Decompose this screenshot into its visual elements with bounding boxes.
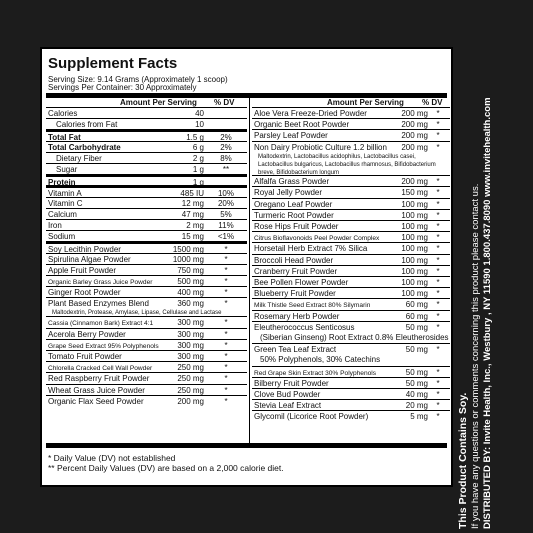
nutrient-row bbox=[252, 343, 450, 366]
ingredient-note: Maltodextrin, Protease, Amylase, Lipase, Cellulase and Lactase bbox=[52, 310, 222, 317]
nutrient-amount: 200 mg bbox=[401, 131, 428, 141]
ingredient-detail: (Siberian Ginseng) Root Extract 0.8% Eleutherosides bbox=[260, 332, 449, 342]
nutrient-name: Alfalfa Grass Powder bbox=[254, 177, 330, 187]
nutrient-amount: 100 mg bbox=[401, 289, 428, 299]
nutrient-dv: 2% bbox=[220, 133, 232, 143]
nutrient-dv: * bbox=[436, 311, 440, 321]
nutrient-dv: * bbox=[436, 412, 440, 422]
nutrient-dv: * bbox=[224, 374, 228, 384]
nutrient-amount: 485 IU bbox=[180, 189, 204, 199]
nutrient-amount: 50 mg bbox=[405, 322, 428, 332]
nutrient-name: Turmeric Root Powder bbox=[254, 210, 334, 220]
nutrient-name: Blueberry Fruit Powder bbox=[254, 289, 336, 299]
nutrient-amount: 100 mg bbox=[401, 266, 428, 276]
nutrient-dv: 11% bbox=[218, 221, 234, 230]
nutrient-amount: 50 mg bbox=[405, 367, 428, 377]
nutrient-name: Cassia (Cinnamon Bark) Extract 4:1 bbox=[48, 320, 154, 328]
nutrient-name: Citrus Bioflavonoids Peel Powder Complex bbox=[254, 235, 380, 243]
nutrient-name: Calcium bbox=[48, 209, 77, 219]
nutrient-dv: * bbox=[436, 278, 440, 287]
nutrient-name: Royal Jelly Powder bbox=[254, 188, 323, 198]
nutrient-amount: 360 mg bbox=[177, 299, 204, 309]
nutrient-name: Acerola Berry Powder bbox=[48, 329, 126, 339]
nutrient-name: Clove Bud Powder bbox=[254, 390, 321, 399]
nutrient-amount: 100 mg bbox=[401, 278, 428, 287]
nutrient-dv: * bbox=[436, 390, 440, 399]
nutrient-name: Sugar bbox=[56, 165, 78, 174]
nutrient-amount: 60 mg bbox=[405, 311, 428, 321]
nutrient-amount: 1.5 g bbox=[186, 133, 204, 143]
nutrient-name: Wheat Grass Juice Powder bbox=[48, 385, 145, 395]
nutrient-amount: 47 mg bbox=[181, 209, 204, 219]
nutrient-amount: 400 mg bbox=[177, 288, 204, 298]
nutrient-dv: * bbox=[224, 340, 228, 350]
nutrient-dv: * bbox=[436, 289, 440, 299]
nutrient-amount: 150 mg bbox=[401, 188, 428, 198]
nutrient-amount: 250 mg bbox=[177, 385, 204, 395]
nutrient-dv: 5% bbox=[220, 209, 232, 219]
nutrient-row bbox=[252, 321, 450, 344]
nutrient-row bbox=[252, 410, 450, 422]
nutrient-name: Organic Beet Root Powder bbox=[254, 120, 350, 130]
nutrient-name: Milk Thistle Seed Extract 80% Silymarin bbox=[254, 302, 371, 310]
nutrient-amount: 1000 mg bbox=[172, 254, 204, 264]
nutrient-amount: 200 mg bbox=[401, 177, 428, 187]
dv-header: % DV bbox=[214, 98, 235, 107]
nutrient-dv: * bbox=[436, 322, 440, 332]
nutrient-dv: * bbox=[436, 244, 440, 254]
nutrient-name: Parsley Leaf Powder bbox=[254, 131, 328, 141]
nutrient-dv: * bbox=[224, 288, 228, 298]
serving-size: Serving Size: 9.14 Grams (Approximately 1 scoop) bbox=[48, 75, 228, 84]
nutrient-dv: * bbox=[436, 345, 440, 355]
nutrient-dv: * bbox=[224, 318, 228, 328]
ingredient-detail: 50% Polyphenols, 30% Catechins bbox=[260, 355, 381, 365]
ingredient-note: Maltodextrin, Lactobacillus acidophilus, Lactobacillus casei, Lactobacillus bulgaricus, Lactobacillus rhamnosus, Bifidobacterium breve, Bifidobacterium longum bbox=[258, 153, 436, 176]
nutrient-name: Calories bbox=[48, 109, 78, 118]
nutrient-amount: 200 mg bbox=[401, 142, 428, 152]
nutrient-dv: * bbox=[436, 131, 440, 141]
nutrient-dv: * bbox=[224, 254, 228, 264]
nutrient-name: Aloe Vera Freeze-Dried Powder bbox=[254, 109, 367, 118]
nutrient-name: Plant Based Enzymes Blend bbox=[48, 299, 149, 309]
nutrient-name: Horsetail Herb Extract 7% Silica bbox=[254, 244, 368, 254]
nutrient-amount: 2 g bbox=[192, 153, 204, 163]
nutrient-amount: 50 mg bbox=[405, 345, 428, 355]
nutrient-row bbox=[252, 141, 450, 177]
nutrient-name: Dietary Fiber bbox=[56, 153, 102, 163]
nutrient-name: Red Raspberry Fruit Powder bbox=[48, 374, 150, 384]
nutrient-amount: 12 mg bbox=[181, 198, 204, 208]
nutrient-dv: * bbox=[224, 299, 228, 309]
nutrient-name: Iron bbox=[48, 221, 62, 230]
nutrient-dv: * bbox=[436, 233, 440, 243]
nutrient-amount: 10 bbox=[195, 120, 204, 130]
nutrient-amount: 300 mg bbox=[177, 340, 204, 350]
nutrient-amount: 300 mg bbox=[177, 352, 204, 361]
panel-title: Supplement Facts bbox=[48, 55, 178, 72]
nutrient-name: Tomato Fruit Powder bbox=[48, 352, 122, 361]
nutrient-dv: ** bbox=[222, 165, 230, 174]
nutrient-amount: 1 g bbox=[192, 165, 204, 174]
column-divider bbox=[249, 98, 250, 443]
nutrient-dv: * bbox=[436, 188, 440, 198]
nutrient-name: Non Dairy Probiotic Culture 1.2 billion bbox=[254, 142, 387, 152]
nutrient-dv: <1% bbox=[217, 232, 235, 242]
amount-header: Amount Per Serving bbox=[120, 98, 197, 107]
nutrient-name: Rose Hips Fruit Powder bbox=[254, 222, 339, 231]
nutrient-amount: 300 mg bbox=[177, 329, 204, 339]
nutrient-name: Bilberry Fruit Powder bbox=[254, 378, 329, 388]
amount-header: Amount Per Serving bbox=[327, 98, 404, 107]
nutrient-name: Organic Barley Grass Juice Powder bbox=[48, 279, 153, 286]
side-label bbox=[457, 39, 495, 529]
nutrient-name: Spirulina Algae Powder bbox=[48, 254, 131, 264]
nutrient-dv: * bbox=[436, 367, 440, 377]
nutrient-name: Cranberry Fruit Powder bbox=[254, 266, 338, 276]
nutrient-dv: * bbox=[436, 401, 440, 411]
nutrient-name: Vitamin A bbox=[48, 189, 82, 199]
footer-rule bbox=[46, 443, 447, 448]
nutrient-dv: * bbox=[436, 222, 440, 231]
nutrient-amount: 6 g bbox=[192, 142, 204, 152]
nutrient-amount: 100 mg bbox=[401, 210, 428, 220]
dv-header: % DV bbox=[422, 98, 443, 107]
nutrient-dv: 20% bbox=[217, 198, 234, 208]
nutrient-name: Eleutherococcus Senticosus bbox=[254, 322, 355, 332]
nutrient-dv: * bbox=[436, 378, 440, 388]
nutrient-name: Total Fat bbox=[48, 133, 81, 143]
nutrient-amount: 15 mg bbox=[181, 232, 204, 242]
nutrient-name: Sodium bbox=[48, 232, 76, 242]
nutrient-name: Calories from Fat bbox=[56, 120, 118, 130]
nutrient-amount: 100 mg bbox=[401, 244, 428, 254]
nutrient-name: Oregano Leaf Powder bbox=[254, 199, 333, 209]
supplement-facts-panel bbox=[40, 47, 453, 487]
nutrient-name: Rosemary Herb Powder bbox=[254, 311, 340, 321]
nutrient-amount: 250 mg bbox=[177, 374, 204, 384]
nutrient-name: Vitamin C bbox=[48, 198, 83, 208]
nutrient-amount: 40 bbox=[195, 109, 204, 118]
nutrient-amount: 60 mg bbox=[405, 300, 428, 310]
nutrient-dv: * bbox=[436, 255, 440, 265]
nutrient-dv: * bbox=[224, 363, 228, 373]
nutrient-amount: 200 mg bbox=[401, 109, 428, 118]
nutrient-name: Soy Lecithin Powder bbox=[48, 245, 121, 255]
nutrient-dv: * bbox=[436, 109, 440, 118]
nutrient-dv: * bbox=[224, 352, 228, 361]
nutrient-name: Glycomil (Licorice Root Powder) bbox=[254, 412, 369, 422]
nutrient-dv: * bbox=[224, 277, 228, 286]
nutrient-dv: * bbox=[436, 120, 440, 130]
nutrient-dv: * bbox=[436, 199, 440, 209]
footnote-dv: * Daily Value (DV) not established bbox=[48, 453, 176, 463]
nutrient-dv: * bbox=[224, 396, 228, 406]
contact-notice: If you have any questions or comments concerning this product please contact us. bbox=[469, 183, 481, 529]
nutrient-dv: * bbox=[436, 142, 440, 152]
nutrient-dv: * bbox=[436, 300, 440, 310]
nutrient-dv: * bbox=[436, 210, 440, 220]
nutrient-dv: * bbox=[224, 245, 228, 255]
nutrient-amount: 100 mg bbox=[401, 222, 428, 231]
nutrient-amount: 200 mg bbox=[177, 396, 204, 406]
nutrient-amount: 750 mg bbox=[177, 265, 204, 275]
nutrient-name: Chlorella Cracked Cell Wall Powder bbox=[48, 365, 153, 373]
nutrient-dv: * bbox=[224, 329, 228, 339]
soy-notice: This Product Contains Soy. bbox=[457, 392, 469, 529]
nutrient-dv: * bbox=[224, 265, 228, 275]
distributor-info: DISTRIBUTED BY: Invite Health, Inc., Westbury , NY 11590 1.800.437.8090 www.invitehealth.com bbox=[482, 97, 493, 529]
nutrient-name: Total Carbohydrate bbox=[48, 142, 121, 152]
nutrient-amount: 5 mg bbox=[410, 412, 428, 422]
nutrient-name: Bee Pollen Flower Powder bbox=[254, 278, 349, 287]
nutrient-dv: * bbox=[436, 177, 440, 187]
nutrient-amount: 100 mg bbox=[401, 199, 428, 209]
nutrient-amount: 20 mg bbox=[405, 401, 428, 411]
nutrient-row bbox=[46, 297, 247, 317]
servings-per-container: Servings Per Container: 30 Approximately bbox=[48, 83, 197, 92]
nutrient-name: Broccoli Head Powder bbox=[254, 255, 334, 265]
nutrient-name: Stevia Leaf Extract bbox=[254, 401, 322, 411]
nutrient-name: Ginger Root Powder bbox=[48, 288, 121, 298]
nutrient-dv: * bbox=[436, 266, 440, 276]
nutrient-dv: 2% bbox=[220, 142, 232, 152]
nutrient-amount: 250 mg bbox=[177, 363, 204, 373]
nutrient-amount: 100 mg bbox=[401, 233, 428, 243]
nutrient-row bbox=[46, 395, 247, 407]
nutrient-name: Apple Fruit Powder bbox=[48, 265, 117, 275]
nutrient-amount: 100 mg bbox=[401, 255, 428, 265]
nutrient-name: Organic Flax Seed Powder bbox=[48, 396, 144, 406]
nutrient-dv: 10% bbox=[217, 189, 234, 199]
nutrient-amount: 500 mg bbox=[177, 277, 204, 286]
nutrient-name: Green Tea Leaf Extract bbox=[254, 345, 337, 355]
nutrient-amount: 40 mg bbox=[405, 390, 428, 399]
nutrient-amount: 2 mg bbox=[186, 221, 204, 230]
nutrient-name: Red Grape Skin Extract 30% Polyphenols bbox=[254, 369, 377, 377]
nutrient-dv: * bbox=[224, 385, 228, 395]
nutrient-amount: 300 mg bbox=[177, 318, 204, 328]
footnote-calorie: ** Percent Daily Values (DV) are based on a 2,000 calorie diet. bbox=[48, 463, 284, 473]
nutrient-amount: 1500 mg bbox=[172, 245, 204, 255]
nutrient-name: Grape Seed Extract 95% Polyphenols bbox=[48, 342, 159, 350]
nutrient-amount: 50 mg bbox=[405, 378, 428, 388]
nutrient-amount: 200 mg bbox=[401, 120, 428, 130]
nutrient-dv: 8% bbox=[220, 153, 232, 163]
nutrient-amount: 1 g bbox=[192, 178, 204, 188]
nutrient-name: Protein bbox=[48, 178, 76, 188]
